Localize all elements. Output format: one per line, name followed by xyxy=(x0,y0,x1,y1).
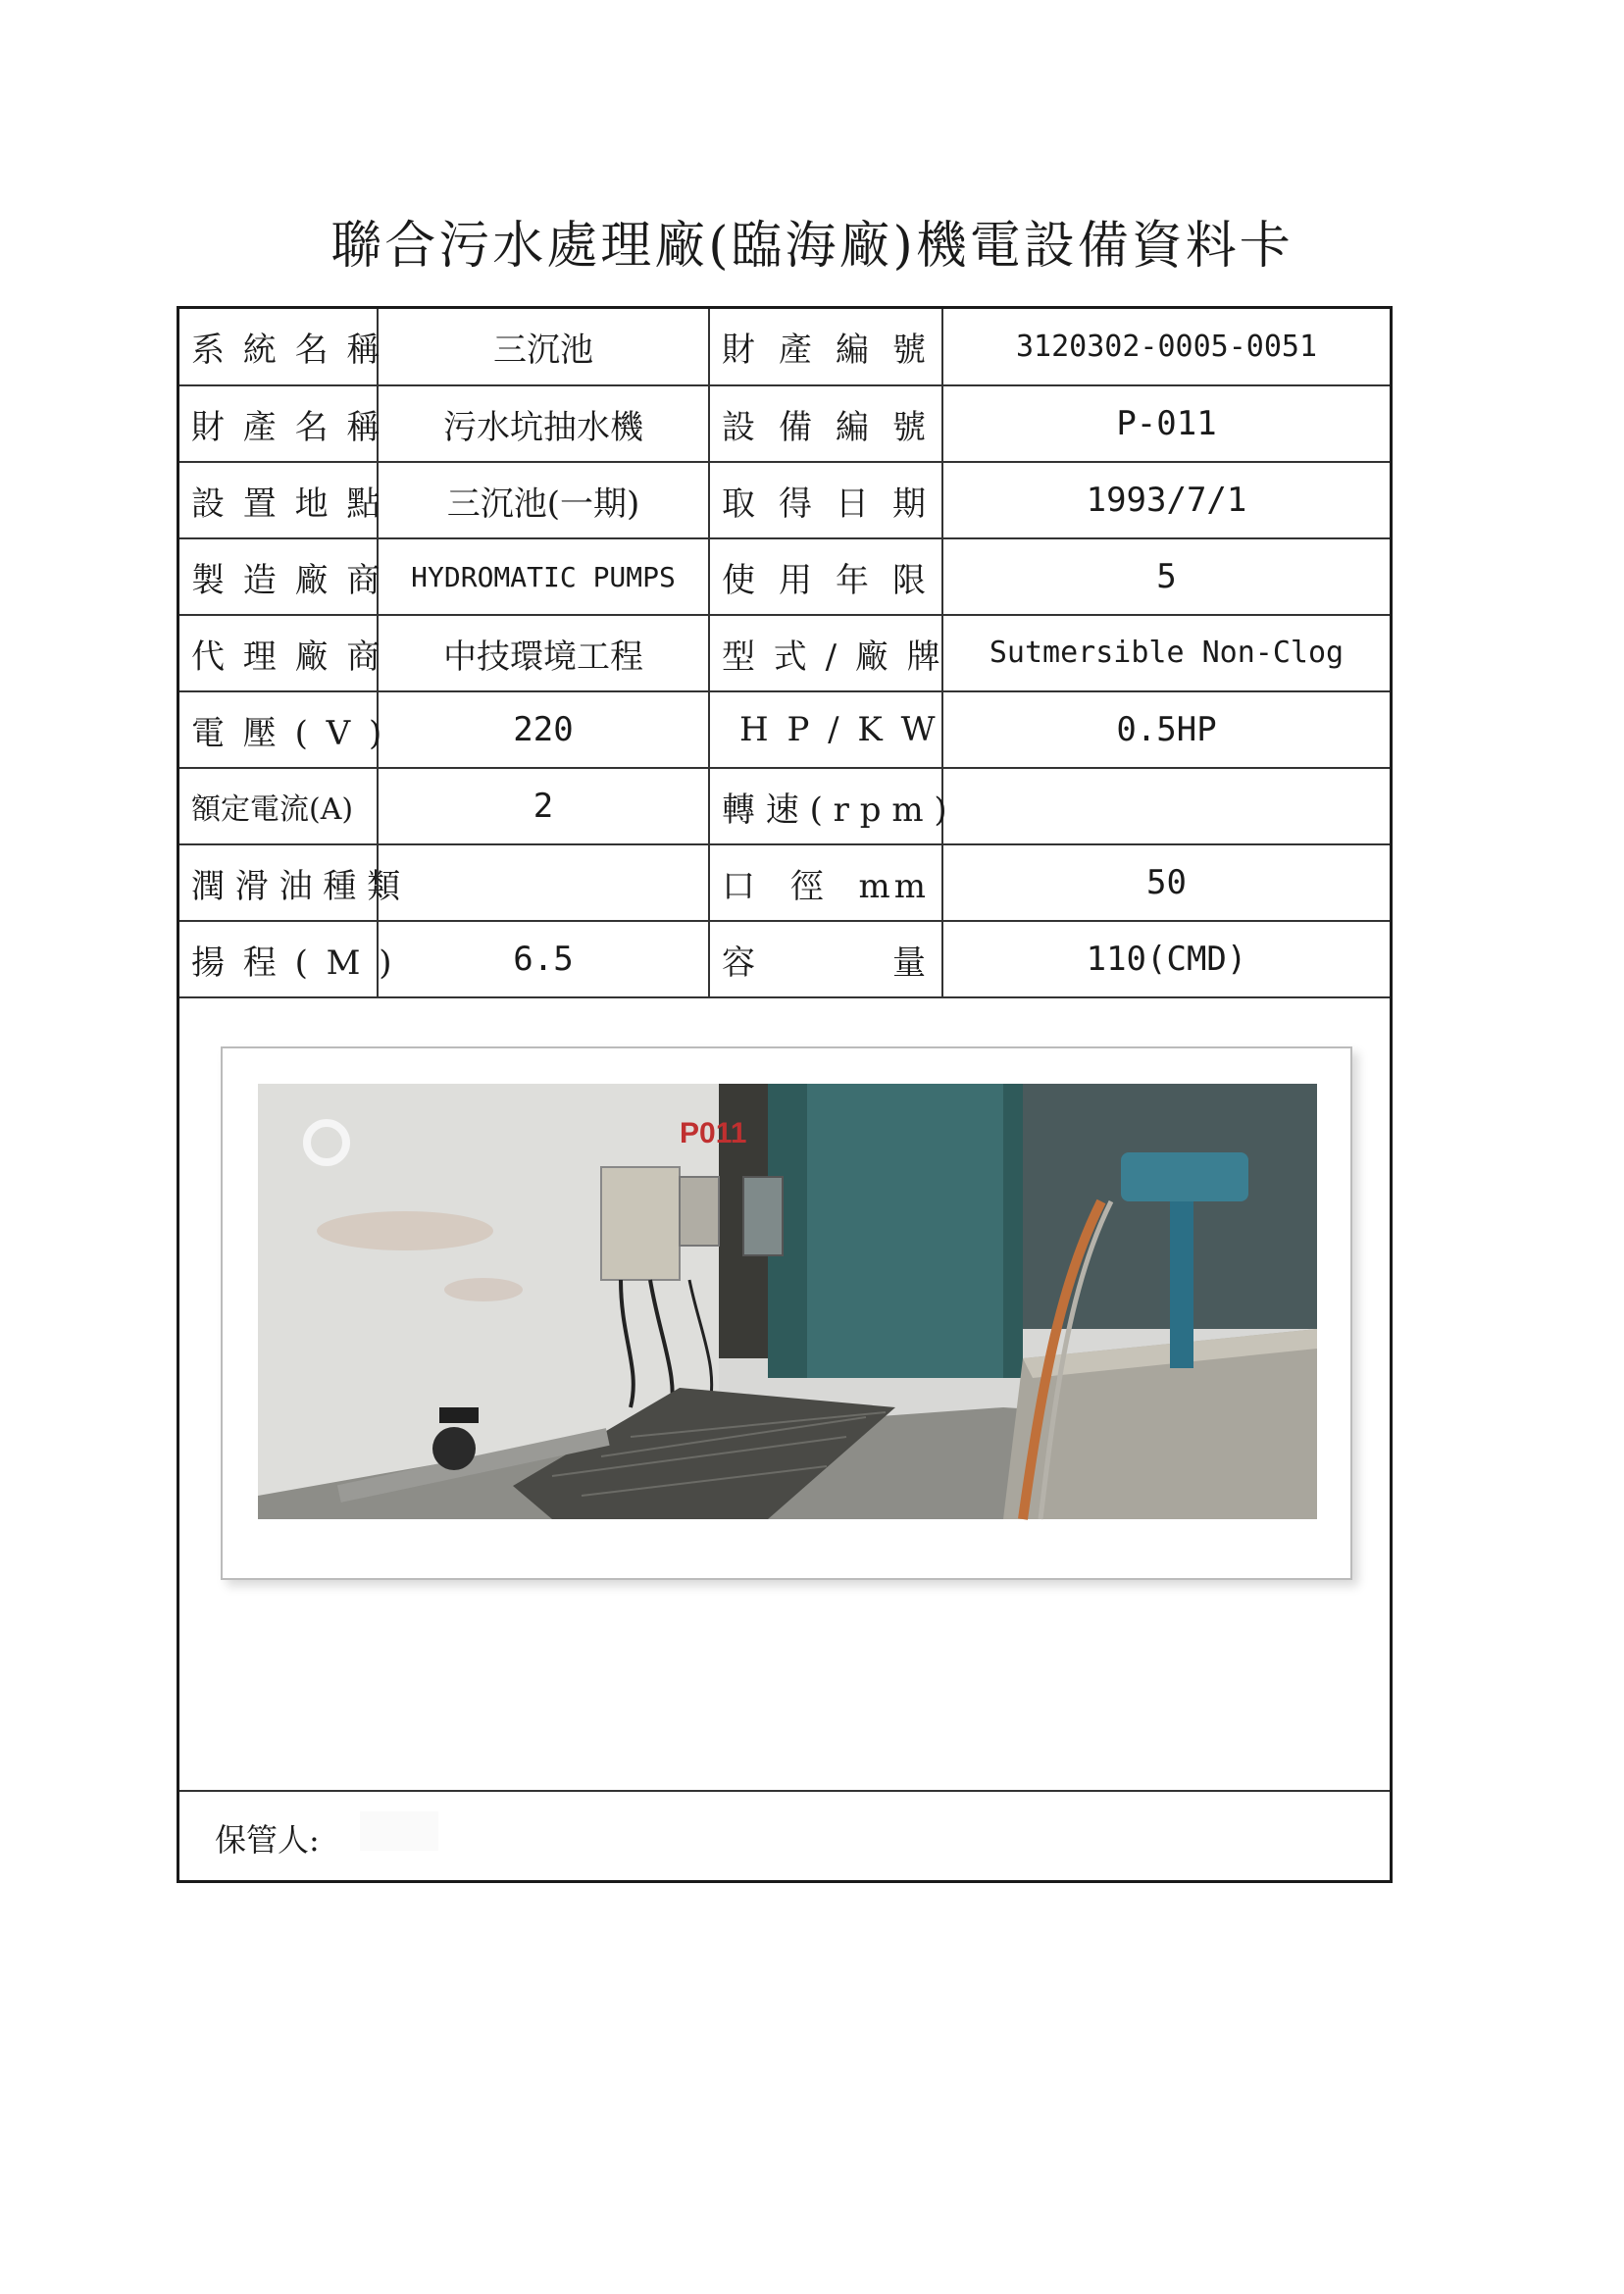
current-value: 2 xyxy=(378,768,709,844)
model-value: Sutmersible Non-Clog xyxy=(942,615,1390,691)
diameter-value: 50 xyxy=(942,844,1390,921)
equipment-card xyxy=(177,306,1393,1883)
table-row xyxy=(179,844,1390,921)
equipment-info-table xyxy=(179,309,1390,998)
asset-no-value: 3120302-0005-0051 xyxy=(942,309,1390,385)
equip-no-label: 設 備 編 號 xyxy=(709,385,942,462)
table-row xyxy=(179,309,1390,385)
life-value: 5 xyxy=(942,538,1390,615)
table-row xyxy=(179,462,1390,538)
table-row xyxy=(179,385,1390,462)
hpkw-value: 0.5HP xyxy=(942,691,1390,768)
table-row xyxy=(179,538,1390,615)
speed-value xyxy=(942,768,1390,844)
system-name-label: 系 統 名 稱 xyxy=(179,309,378,385)
equipment-photo xyxy=(258,1084,1317,1519)
table-row xyxy=(179,691,1390,768)
capacity-label: 容 量 xyxy=(709,921,942,997)
voltage-value: 220 xyxy=(378,691,709,768)
asset-name-value: 污水坑抽水機 xyxy=(378,385,709,462)
diameter-label: 口 徑 mm xyxy=(709,844,942,921)
system-name-value: 三沉池 xyxy=(378,309,709,385)
keeper-label: 保管人: xyxy=(215,1821,320,1859)
hpkw-label: H P / K W xyxy=(709,691,942,768)
current-label: 額定電流(A) xyxy=(179,768,378,844)
asset-no-label: 財 產 編 號 xyxy=(709,309,942,385)
capacity-value: 110(CMD) xyxy=(942,921,1390,997)
agent-value: 中技環境工程 xyxy=(378,615,709,691)
oil-value xyxy=(378,844,709,921)
table-row xyxy=(179,921,1390,997)
maker-value: HYDROMATIC PUMPS xyxy=(378,538,709,615)
location-label: 設 置 地 點 xyxy=(179,462,378,538)
keeper-section xyxy=(179,1790,1390,1882)
photo-frame xyxy=(221,1046,1352,1580)
life-label: 使 用 年 限 xyxy=(709,538,942,615)
table-row xyxy=(179,615,1390,691)
acquired-label: 取 得 日 期 xyxy=(709,462,942,538)
voltage-label: 電 壓 ( V ) xyxy=(179,691,378,768)
maker-label: 製 造 廠 商 xyxy=(179,538,378,615)
model-label: 型 式 / 廠 牌 xyxy=(709,615,942,691)
asset-name-label: 財 產 名 稱 xyxy=(179,385,378,462)
head-value: 6.5 xyxy=(378,921,709,997)
location-value: 三沉池(一期) xyxy=(378,462,709,538)
oil-label: 潤 滑 油 種 類 xyxy=(179,844,378,921)
table-row xyxy=(179,768,1390,844)
head-label: 揚 程 ( M ) xyxy=(179,921,378,997)
document-title: 聯合污水處理廠(臨海廠)機電設備資料卡 xyxy=(330,217,1294,276)
acquired-value: 1993/7/1 xyxy=(942,462,1390,538)
keeper-signature-field[interactable] xyxy=(360,1811,438,1851)
equip-no-value: P-011 xyxy=(942,385,1390,462)
equipment-tag: P011 xyxy=(680,1117,747,1149)
speed-label: 轉 速 ( r p m ) xyxy=(709,768,942,844)
agent-label: 代 理 廠 商 xyxy=(179,615,378,691)
